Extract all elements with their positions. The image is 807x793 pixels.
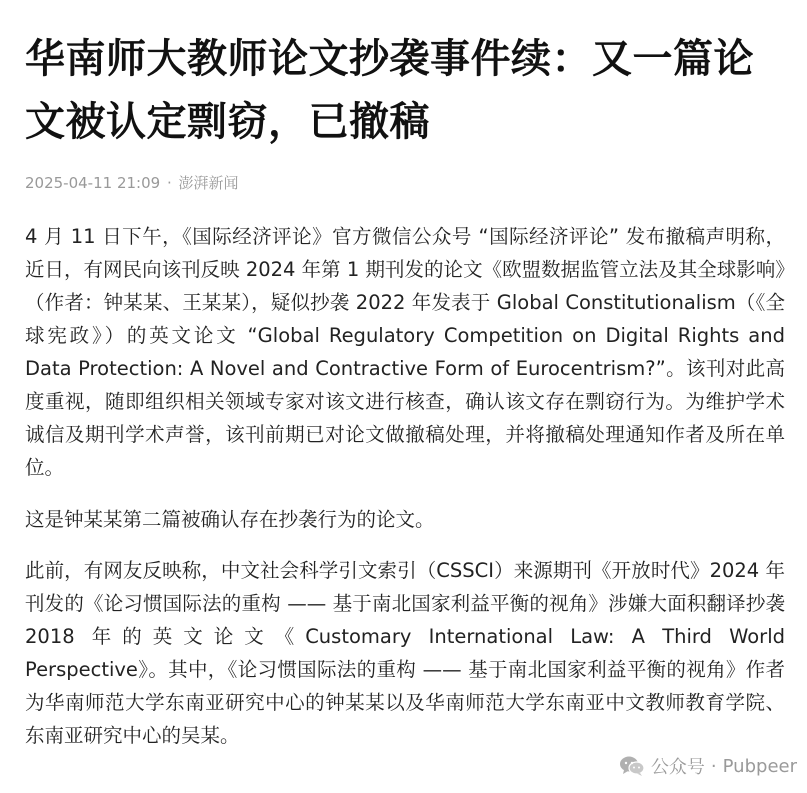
wechat-watermark bbox=[615, 751, 797, 781]
publish-date: 2025-04-11 21:09 bbox=[25, 174, 161, 192]
watermark-separator: · bbox=[710, 755, 717, 777]
article-meta bbox=[25, 173, 785, 193]
watermark-name: Pubpeer bbox=[722, 755, 797, 777]
meta-separator: · bbox=[166, 174, 172, 192]
wechat-icon bbox=[619, 755, 645, 777]
paragraph: 4 月 11 日下午，《国际经济评论》官方微信公众号 “国际经济评论” 发布撤稿声明称，近日，有网民向该刊反映 2024 年第 1 期刊发的论文《欧盟数据监管立法及其全球影响》（作者：钟某某、王某某），疑似抄袭 2022 年发表于 Global Constitutionalism（《全球宪政》）的英文论文 “Global Regulatory Competition on Digital Rights and Data Protection: A Novel and Contractive Form of Eurocentrism?”。该刊对此高度重视，随即组织相关领域专家对该文进行核查，确认该文存在剽窃行为。为维护学术诚信及期刊学术声誉，该刊前期已对论文做撤稿处理，并将撤稿处理通知作者及所在单位。 bbox=[25, 225, 785, 479]
paragraph: 此前，有网友反映称，中文社会科学引文索引（CSSCI）来源期刊《开放时代》2024 年刊发的《论习惯国际法的重构 —— 基于南北国家利益平衡的视角》涉嫌大面积翻译抄袭 2018 年的英文论文《Customary International Law: A Third World Perspective》。其中，《论习惯国际法的重构 —— 基于南北国家利益平衡的视角》作者为华南师范大学东南亚研究中心的钟某某以及华南师范大学东南亚中文教师教育学院、东南亚研究中心的吴某。 bbox=[25, 559, 785, 747]
source-name: 澎湃新闻 bbox=[178, 174, 239, 192]
article bbox=[25, 28, 785, 752]
watermark-account: 公众号 bbox=[650, 757, 705, 778]
paragraph: 这是钟某某第二篇被确认存在抄袭行为的论文。 bbox=[25, 508, 435, 531]
article-title: 华南师大教师论文抄袭事件续：又一篇论文被认定剽窃，已撤稿 bbox=[25, 36, 754, 145]
